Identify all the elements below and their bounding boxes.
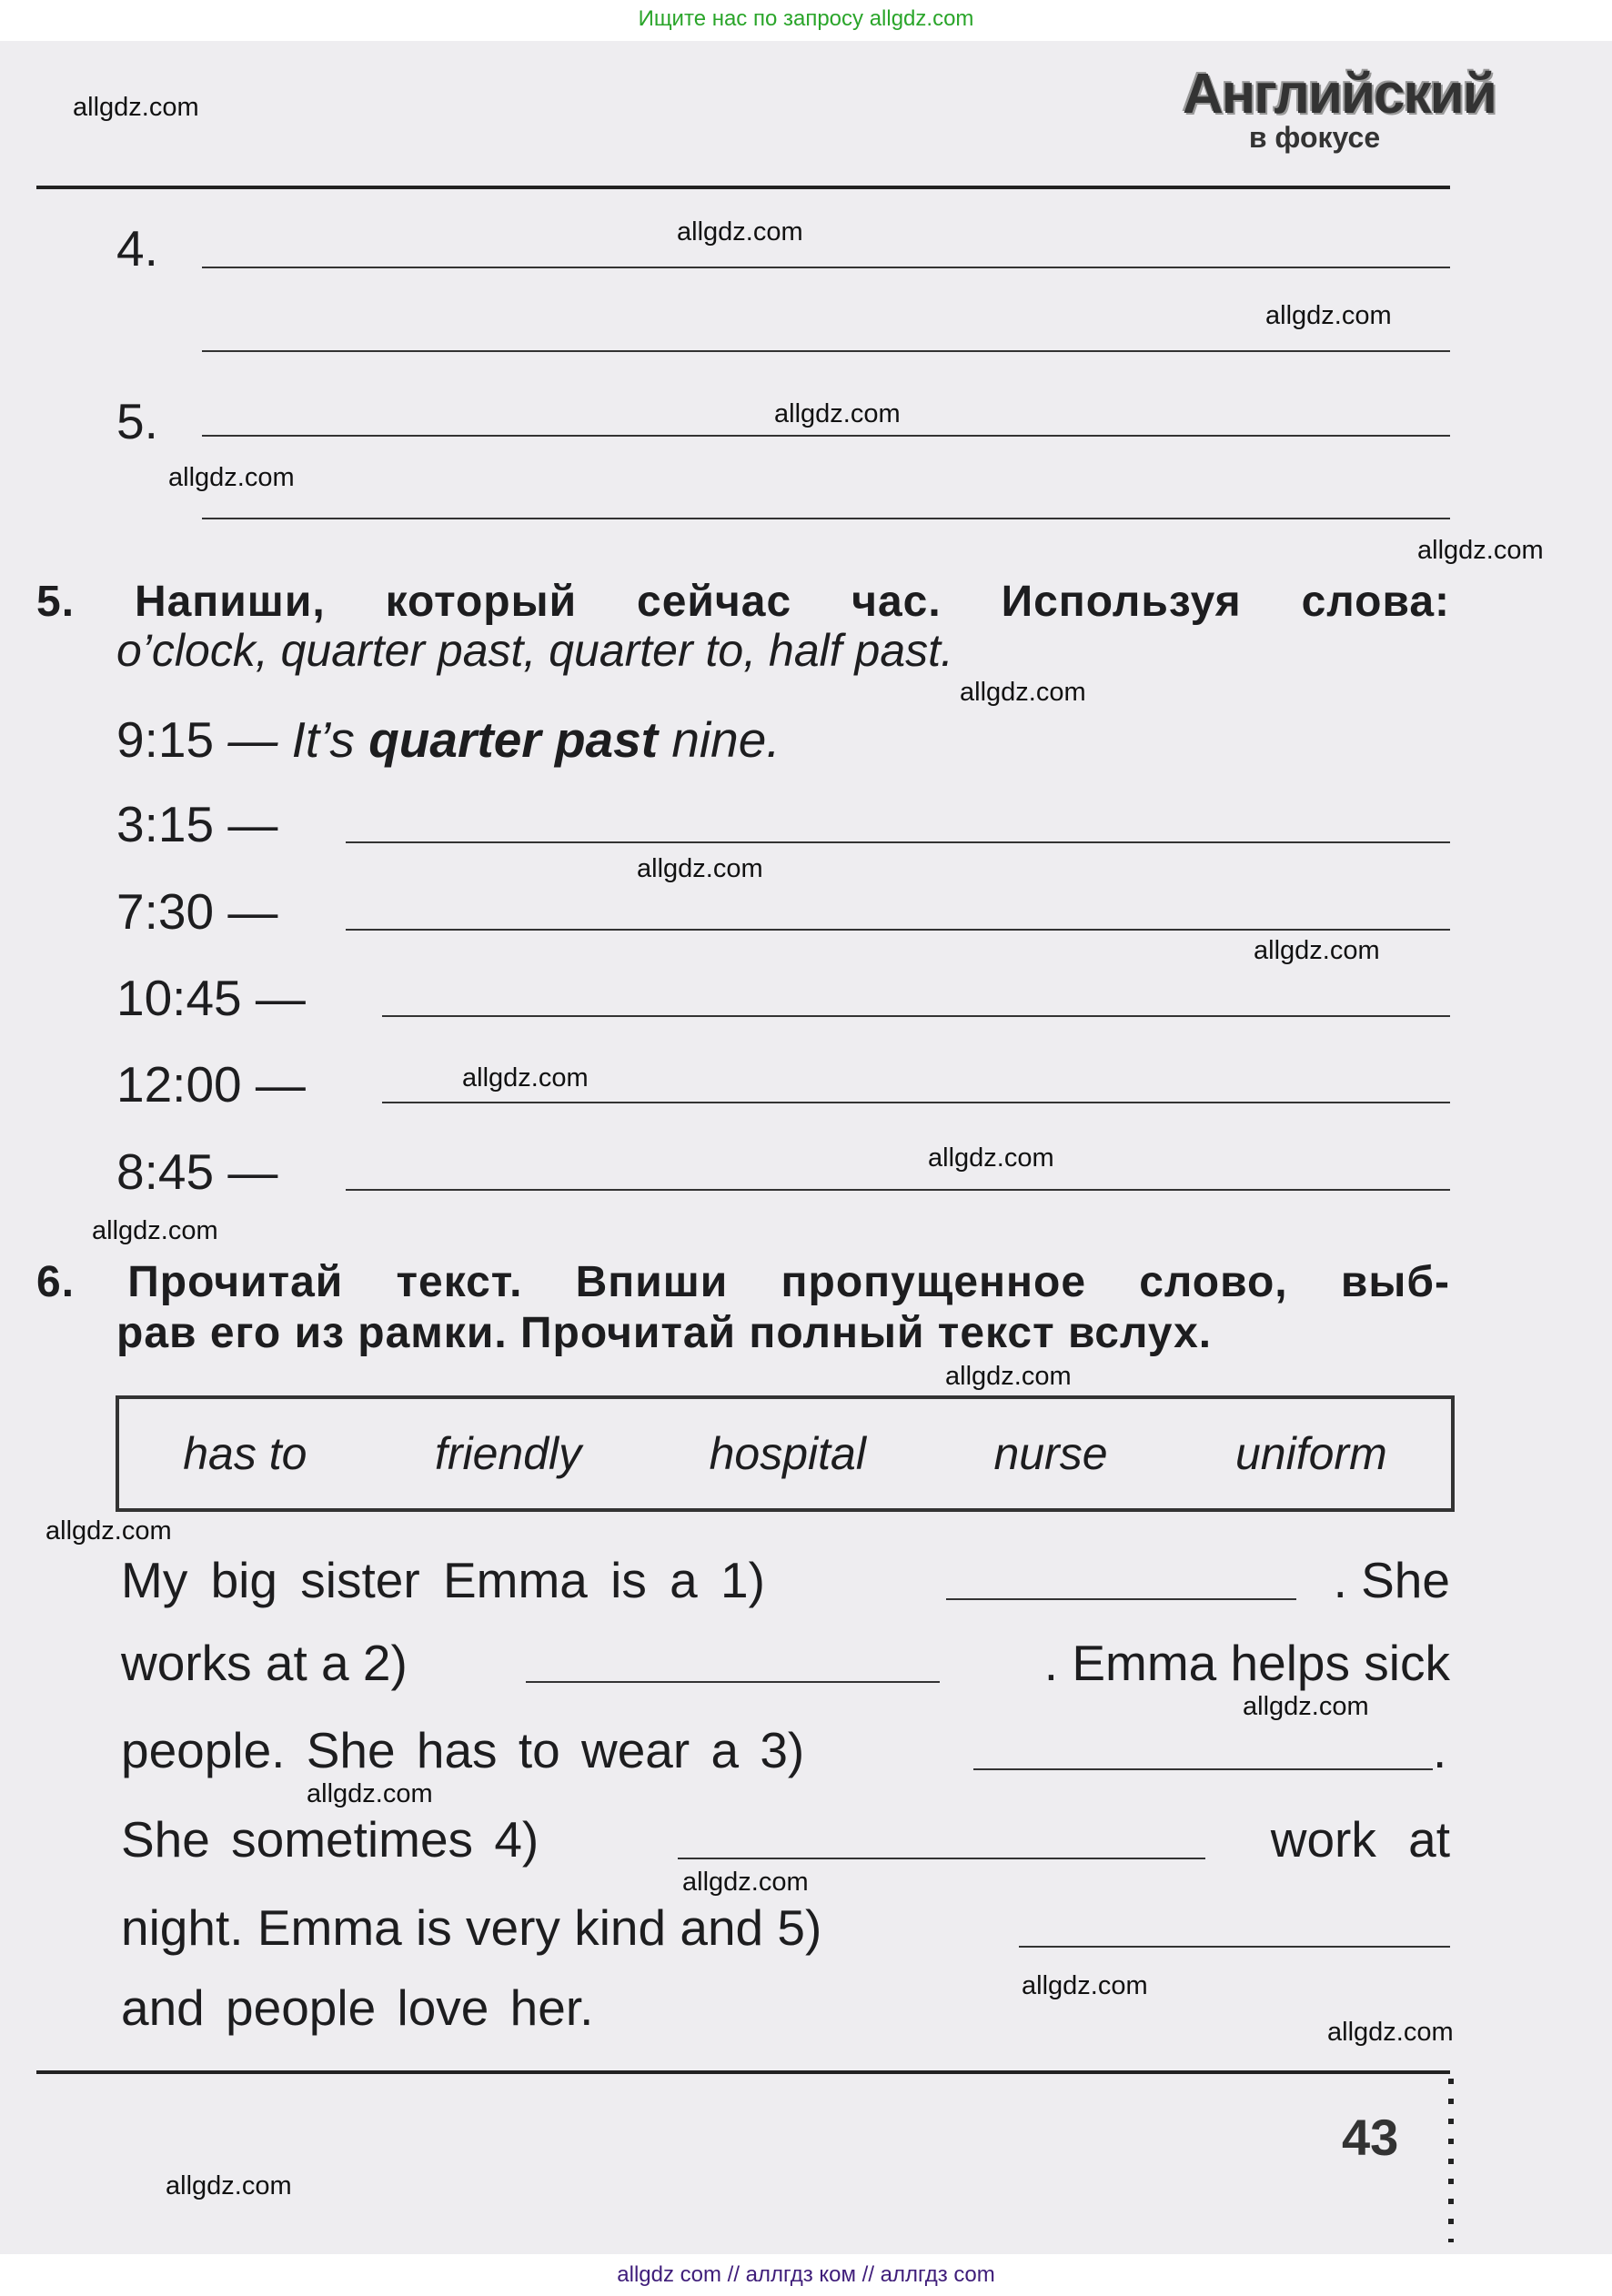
word-box [116, 1395, 1455, 1512]
task6-title: 6. Прочитай текст. Впиши пропущенное слово, выб- [36, 1258, 1450, 1306]
watermark: allgdz.com [307, 1779, 433, 1808]
box-word: hospital [709, 1428, 866, 1479]
time-label: 12:00 — [116, 1056, 306, 1113]
time-label: 7:30 — [116, 883, 278, 940]
watermark: allgdz.com [1243, 1692, 1369, 1721]
gap-2-line[interactable] [526, 1681, 940, 1683]
answer-line[interactable] [202, 518, 1450, 519]
example-row [116, 711, 781, 768]
box-word: has to [183, 1428, 307, 1479]
time-label: 8:45 — [116, 1143, 278, 1200]
logo-title: Английский [1183, 63, 1496, 126]
footer-links[interactable]: allgdz com // аллгдз ком // аллгдз com [617, 2262, 995, 2287]
watermark: allgdz.com [774, 399, 901, 428]
watermark: allgdz.com [92, 1216, 218, 1245]
book-logo [1183, 63, 1496, 155]
text-line-3: people. She has to wear a 3) [121, 1722, 805, 1778]
watermark: allgdz.com [1265, 301, 1392, 330]
logo-subtitle: в фокусе [1248, 121, 1381, 155]
example-prefix: — It’s [227, 711, 355, 768]
example-suffix: nine. [671, 711, 781, 768]
watermark: allgdz.com [168, 463, 295, 492]
watermark: allgdz.com [73, 93, 199, 122]
text-line-5: night. Emma is very kind and 5) [121, 1899, 822, 1956]
text-line-6: and people love her. [121, 1979, 594, 2036]
time-answer-line[interactable] [346, 1189, 1450, 1191]
item-number-5: 5. [116, 393, 158, 449]
top-banner[interactable]: Ищите нас по запросу allgdz.com [638, 6, 974, 31]
task6-title-cont: рав его из рамки. Прочитай полный текст вслух. [116, 1309, 1213, 1357]
answer-line[interactable] [202, 350, 1450, 352]
text-line-2-end: . Emma helps sick [1043, 1635, 1450, 1691]
answer-line[interactable] [202, 435, 1450, 437]
time-answer-line[interactable] [346, 929, 1450, 931]
box-word: friendly [434, 1428, 582, 1479]
task5-title: 5. Напиши, который сейчас час. Используя слова: [36, 578, 1450, 626]
gap-3-line[interactable] [973, 1768, 1433, 1770]
time-answer-line[interactable] [346, 841, 1450, 843]
text-line-2: works at a 2) [121, 1635, 408, 1691]
dotted-edge [1448, 2079, 1454, 2242]
watermark: allgdz.com [928, 1143, 1054, 1173]
watermark: allgdz.com [677, 217, 803, 247]
header-rule [36, 186, 1450, 189]
watermark: allgdz.com [1327, 2018, 1454, 2047]
watermark: allgdz.com [1022, 1971, 1148, 2000]
watermark: allgdz.com [45, 1516, 172, 1546]
text-line-1-end: . She [1333, 1552, 1450, 1608]
item-number-4: 4. [116, 220, 158, 277]
page-number: 43 [1342, 2109, 1399, 2166]
watermark: allgdz.com [166, 2171, 292, 2200]
answer-line[interactable] [202, 267, 1450, 268]
gap-4-line[interactable] [678, 1858, 1205, 1859]
text-line-4: She sometimes 4) [121, 1811, 539, 1868]
example-time: 9:15 [116, 711, 215, 768]
example-bold: quarter past [368, 711, 659, 768]
watermark: allgdz.com [637, 854, 763, 883]
text-line-4-end: work at [1270, 1811, 1450, 1868]
gap-1-line[interactable] [946, 1598, 1296, 1600]
footer-rule [36, 2070, 1450, 2074]
box-word: uniform [1235, 1428, 1387, 1479]
watermark: allgdz.com [960, 678, 1086, 707]
text-line-1: My big sister Emma is a 1) [121, 1552, 765, 1608]
watermark: allgdz.com [945, 1362, 1072, 1391]
text-line-3-end: . [1433, 1722, 1447, 1778]
watermark: allgdz.com [462, 1063, 589, 1093]
task5-words: o’clock, quarter past, quarter to, half past. [116, 625, 953, 676]
gap-5-line[interactable] [1019, 1946, 1450, 1948]
time-label: 3:15 — [116, 796, 278, 852]
time-answer-line[interactable] [382, 1015, 1450, 1017]
watermark: allgdz.com [682, 1868, 809, 1897]
time-answer-line[interactable] [382, 1102, 1450, 1103]
box-word: nurse [993, 1428, 1108, 1479]
time-label: 10:45 — [116, 970, 306, 1026]
watermark: allgdz.com [1254, 936, 1380, 965]
watermark: allgdz.com [1417, 536, 1544, 565]
